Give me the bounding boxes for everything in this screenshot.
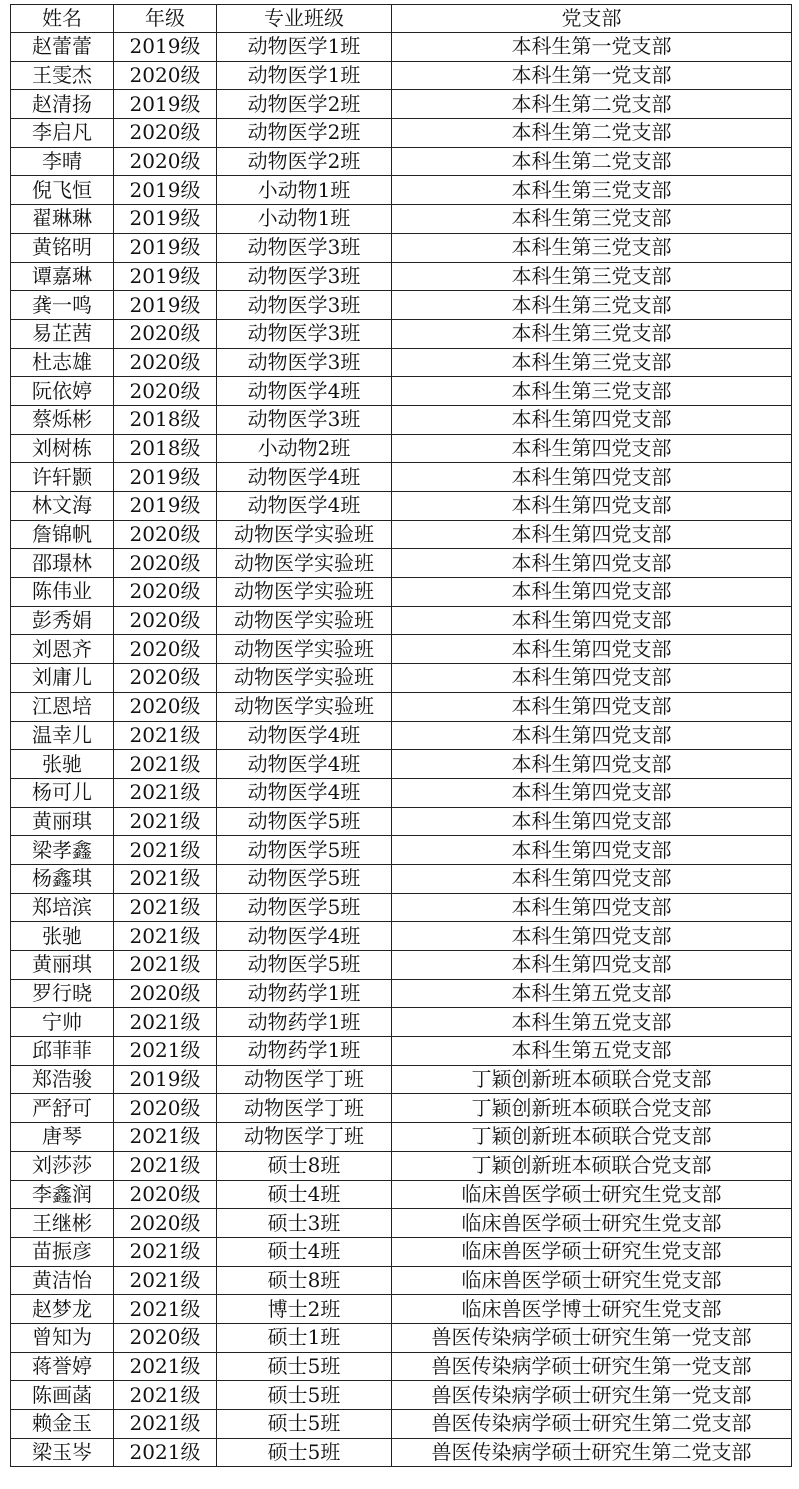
cell-name: 李鑫润 — [11, 1180, 114, 1209]
table-row — [11, 578, 792, 607]
table-row — [11, 836, 792, 865]
table-row — [11, 262, 792, 291]
header-branch: 党支部 — [392, 5, 792, 33]
cell-class: 硕士1班 — [217, 1323, 392, 1352]
cell-class: 硕士8班 — [217, 1266, 392, 1295]
table-row — [11, 119, 792, 148]
cell-grade: 2018级 — [114, 434, 217, 463]
cell-name: 黄洁怡 — [11, 1266, 114, 1295]
cell-class: 动物医学5班 — [217, 807, 392, 836]
cell-name: 刘恩齐 — [11, 635, 114, 664]
cell-grade: 2019级 — [114, 33, 217, 62]
cell-branch: 临床兽医学硕士研究生党支部 — [392, 1180, 792, 1209]
cell-class: 动物医学3班 — [217, 291, 392, 320]
table-row — [11, 1037, 792, 1066]
table-row — [11, 864, 792, 893]
cell-name: 陈伟业 — [11, 578, 114, 607]
cell-class: 博士2班 — [217, 1295, 392, 1324]
cell-class: 小动物2班 — [217, 434, 392, 463]
cell-name: 李启凡 — [11, 119, 114, 148]
cell-name: 温幸儿 — [11, 721, 114, 750]
cell-grade: 2019级 — [114, 262, 217, 291]
cell-name: 唐琴 — [11, 1123, 114, 1152]
cell-grade: 2019级 — [114, 205, 217, 234]
cell-grade: 2020级 — [114, 348, 217, 377]
cell-branch: 本科生第二党支部 — [392, 119, 792, 148]
cell-name: 罗行晓 — [11, 979, 114, 1008]
cell-class: 动物医学实验班 — [217, 606, 392, 635]
table-row — [11, 635, 792, 664]
cell-branch: 本科生第四党支部 — [392, 606, 792, 635]
cell-class: 硕士5班 — [217, 1410, 392, 1439]
cell-name: 蔡烁彬 — [11, 405, 114, 434]
cell-name: 黄铭明 — [11, 233, 114, 262]
cell-branch: 本科生第二党支部 — [392, 90, 792, 119]
header-row — [11, 5, 792, 33]
table-row — [11, 492, 792, 521]
cell-branch: 本科生第一党支部 — [392, 61, 792, 90]
cell-grade: 2021级 — [114, 1123, 217, 1152]
table-row — [11, 405, 792, 434]
cell-grade: 2020级 — [114, 1180, 217, 1209]
cell-class: 动物医学实验班 — [217, 549, 392, 578]
table-row — [11, 205, 792, 234]
cell-branch: 兽医传染病学硕士研究生第一党支部 — [392, 1352, 792, 1381]
table-row — [11, 922, 792, 951]
table-row — [11, 1352, 792, 1381]
cell-branch: 本科生第四党支部 — [392, 922, 792, 951]
cell-name: 邵璟林 — [11, 549, 114, 578]
table-row — [11, 549, 792, 578]
cell-class: 硕士4班 — [217, 1237, 392, 1266]
cell-name: 杨鑫琪 — [11, 864, 114, 893]
cell-grade: 2020级 — [114, 61, 217, 90]
cell-branch: 本科生第三党支部 — [392, 262, 792, 291]
cell-branch: 本科生第四党支部 — [392, 463, 792, 492]
cell-branch: 本科生第五党支部 — [392, 979, 792, 1008]
cell-grade: 2019级 — [114, 233, 217, 262]
cell-grade: 2020级 — [114, 377, 217, 406]
cell-grade: 2020级 — [114, 319, 217, 348]
cell-name: 梁孝鑫 — [11, 836, 114, 865]
cell-grade: 2019级 — [114, 291, 217, 320]
cell-branch: 本科生第三党支部 — [392, 348, 792, 377]
table-row — [11, 90, 792, 119]
cell-name: 刘庸儿 — [11, 664, 114, 693]
cell-name: 江恩培 — [11, 692, 114, 721]
cell-class: 动物医学2班 — [217, 90, 392, 119]
table-row — [11, 233, 792, 262]
cell-class: 动物医学1班 — [217, 61, 392, 90]
cell-name: 宁帅 — [11, 1008, 114, 1037]
table-row — [11, 1266, 792, 1295]
cell-branch: 兽医传染病学硕士研究生第二党支部 — [392, 1438, 792, 1467]
cell-branch: 本科生第四党支部 — [392, 549, 792, 578]
cell-grade: 2021级 — [114, 1438, 217, 1467]
cell-branch: 本科生第三党支部 — [392, 319, 792, 348]
table-row — [11, 893, 792, 922]
table-row — [11, 377, 792, 406]
cell-grade: 2021级 — [114, 1008, 217, 1037]
cell-grade: 2020级 — [114, 635, 217, 664]
cell-name: 翟琳琳 — [11, 205, 114, 234]
cell-name: 杜志雄 — [11, 348, 114, 377]
cell-class: 动物医学4班 — [217, 778, 392, 807]
table-row — [11, 664, 792, 693]
cell-branch: 丁颖创新班本硕联合党支部 — [392, 1065, 792, 1094]
cell-class: 小动物1班 — [217, 176, 392, 205]
cell-branch: 本科生第三党支部 — [392, 291, 792, 320]
cell-grade: 2021级 — [114, 1151, 217, 1180]
cell-branch: 临床兽医学硕士研究生党支部 — [392, 1237, 792, 1266]
cell-class: 硕士3班 — [217, 1209, 392, 1238]
cell-class: 动物医学实验班 — [217, 578, 392, 607]
cell-name: 易芷茜 — [11, 319, 114, 348]
table-header — [11, 5, 792, 33]
table-row — [11, 463, 792, 492]
header-grade: 年级 — [114, 5, 217, 33]
cell-class: 动物医学实验班 — [217, 692, 392, 721]
cell-name: 杨可儿 — [11, 778, 114, 807]
table-row — [11, 721, 792, 750]
cell-grade: 2021级 — [114, 1381, 217, 1410]
table-row — [11, 1438, 792, 1467]
table-row — [11, 1381, 792, 1410]
table-row — [11, 1094, 792, 1123]
cell-branch: 兽医传染病学硕士研究生第一党支部 — [392, 1323, 792, 1352]
cell-grade: 2020级 — [114, 147, 217, 176]
cell-grade: 2021级 — [114, 922, 217, 951]
cell-class: 动物医学2班 — [217, 147, 392, 176]
cell-grade: 2020级 — [114, 979, 217, 1008]
cell-branch: 本科生第四党支部 — [392, 951, 792, 980]
cell-grade: 2020级 — [114, 520, 217, 549]
cell-name: 赖金玉 — [11, 1410, 114, 1439]
cell-grade: 2021级 — [114, 951, 217, 980]
cell-branch: 本科生第四党支部 — [392, 664, 792, 693]
cell-name: 曾知为 — [11, 1323, 114, 1352]
table-row — [11, 778, 792, 807]
cell-grade: 2020级 — [114, 1323, 217, 1352]
cell-branch: 临床兽医学博士研究生党支部 — [392, 1295, 792, 1324]
cell-class: 动物医学3班 — [217, 262, 392, 291]
cell-name: 彭秀娟 — [11, 606, 114, 635]
cell-name: 赵清扬 — [11, 90, 114, 119]
table-row — [11, 692, 792, 721]
table-row — [11, 520, 792, 549]
cell-name: 赵梦龙 — [11, 1295, 114, 1324]
cell-class: 动物医学5班 — [217, 951, 392, 980]
cell-name: 刘莎莎 — [11, 1151, 114, 1180]
table-row — [11, 1237, 792, 1266]
cell-class: 动物医学4班 — [217, 492, 392, 521]
cell-branch: 丁颖创新班本硕联合党支部 — [392, 1123, 792, 1152]
table-row — [11, 434, 792, 463]
cell-grade: 2019级 — [114, 463, 217, 492]
cell-branch: 本科生第四党支部 — [392, 635, 792, 664]
cell-class: 小动物1班 — [217, 205, 392, 234]
cell-name: 谭嘉琳 — [11, 262, 114, 291]
cell-name: 黄丽琪 — [11, 951, 114, 980]
cell-name: 詹锦帆 — [11, 520, 114, 549]
cell-name: 赵蕾蕾 — [11, 33, 114, 62]
cell-branch: 本科生第四党支部 — [392, 721, 792, 750]
cell-branch: 本科生第四党支部 — [392, 405, 792, 434]
cell-name: 郑培滨 — [11, 893, 114, 922]
cell-grade: 2021级 — [114, 1037, 217, 1066]
cell-grade: 2018级 — [114, 405, 217, 434]
cell-branch: 本科生第四党支部 — [392, 578, 792, 607]
cell-class: 动物医学5班 — [217, 836, 392, 865]
cell-branch: 本科生第四党支部 — [392, 864, 792, 893]
header-name: 姓名 — [11, 5, 114, 33]
table-row — [11, 1410, 792, 1439]
cell-name: 倪飞恒 — [11, 176, 114, 205]
table-row — [11, 807, 792, 836]
cell-branch: 本科生第四党支部 — [392, 692, 792, 721]
cell-branch: 本科生第三党支部 — [392, 176, 792, 205]
cell-name: 苗振彦 — [11, 1237, 114, 1266]
cell-class: 动物药学1班 — [217, 1037, 392, 1066]
cell-branch: 本科生第四党支部 — [392, 778, 792, 807]
cell-grade: 2021级 — [114, 1295, 217, 1324]
cell-grade: 2021级 — [114, 1410, 217, 1439]
cell-class: 动物医学丁班 — [217, 1065, 392, 1094]
cell-branch: 兽医传染病学硕士研究生第一党支部 — [392, 1381, 792, 1410]
cell-class: 动物医学3班 — [217, 233, 392, 262]
cell-class: 动物医学4班 — [217, 721, 392, 750]
cell-grade: 2021级 — [114, 1237, 217, 1266]
table-row — [11, 291, 792, 320]
table-row — [11, 1123, 792, 1152]
cell-grade: 2020级 — [114, 578, 217, 607]
header-class: 专业班级 — [217, 5, 392, 33]
cell-name: 梁玉岑 — [11, 1438, 114, 1467]
table-row — [11, 1008, 792, 1037]
cell-branch: 本科生第四党支部 — [392, 434, 792, 463]
table-row — [11, 1323, 792, 1352]
cell-branch: 临床兽医学硕士研究生党支部 — [392, 1209, 792, 1238]
cell-name: 李晴 — [11, 147, 114, 176]
cell-name: 陈画菡 — [11, 1381, 114, 1410]
cell-class: 动物医学实验班 — [217, 520, 392, 549]
cell-class: 硕士5班 — [217, 1352, 392, 1381]
cell-grade: 2021级 — [114, 1266, 217, 1295]
cell-branch: 丁颖创新班本硕联合党支部 — [392, 1151, 792, 1180]
cell-branch: 本科生第三党支部 — [392, 205, 792, 234]
table-row — [11, 61, 792, 90]
cell-grade: 2021级 — [114, 1352, 217, 1381]
cell-branch: 本科生第四党支部 — [392, 520, 792, 549]
cell-grade: 2019级 — [114, 1065, 217, 1094]
table-row — [11, 348, 792, 377]
table-row — [11, 1151, 792, 1180]
cell-class: 动物医学3班 — [217, 348, 392, 377]
table-row — [11, 1295, 792, 1324]
cell-name: 龚一鸣 — [11, 291, 114, 320]
cell-class: 动物医学丁班 — [217, 1123, 392, 1152]
table-body — [11, 33, 792, 1467]
cell-name: 王继彬 — [11, 1209, 114, 1238]
cell-class: 动物药学1班 — [217, 1008, 392, 1037]
cell-branch: 本科生第一党支部 — [392, 33, 792, 62]
cell-grade: 2021级 — [114, 893, 217, 922]
cell-name: 蒋誉婷 — [11, 1352, 114, 1381]
cell-class: 动物医学4班 — [217, 377, 392, 406]
cell-class: 硕士8班 — [217, 1151, 392, 1180]
cell-name: 黄丽琪 — [11, 807, 114, 836]
cell-class: 动物医学4班 — [217, 463, 392, 492]
cell-class: 动物医学3班 — [217, 405, 392, 434]
table-row — [11, 606, 792, 635]
cell-grade: 2021级 — [114, 750, 217, 779]
cell-class: 动物药学1班 — [217, 979, 392, 1008]
table-row — [11, 1180, 792, 1209]
cell-name: 张驰 — [11, 750, 114, 779]
table-row — [11, 1209, 792, 1238]
cell-class: 动物医学5班 — [217, 864, 392, 893]
cell-class: 硕士4班 — [217, 1180, 392, 1209]
cell-grade: 2021级 — [114, 836, 217, 865]
cell-branch: 临床兽医学硕士研究生党支部 — [392, 1266, 792, 1295]
table-row — [11, 951, 792, 980]
member-roster-table — [10, 4, 792, 1467]
cell-grade: 2020级 — [114, 664, 217, 693]
cell-branch: 本科生第四党支部 — [392, 836, 792, 865]
cell-branch: 本科生第五党支部 — [392, 1037, 792, 1066]
cell-class: 动物医学实验班 — [217, 635, 392, 664]
cell-name: 郑浩骏 — [11, 1065, 114, 1094]
cell-name: 严舒可 — [11, 1094, 114, 1123]
cell-class: 硕士5班 — [217, 1381, 392, 1410]
cell-name: 刘树栋 — [11, 434, 114, 463]
cell-name: 林文海 — [11, 492, 114, 521]
cell-name: 张驰 — [11, 922, 114, 951]
table-row — [11, 319, 792, 348]
cell-branch: 丁颖创新班本硕联合党支部 — [392, 1094, 792, 1123]
table-row — [11, 750, 792, 779]
cell-grade: 2019级 — [114, 492, 217, 521]
cell-class: 动物医学4班 — [217, 750, 392, 779]
cell-grade: 2019级 — [114, 90, 217, 119]
cell-grade: 2020级 — [114, 549, 217, 578]
cell-branch: 本科生第四党支部 — [392, 492, 792, 521]
cell-class: 动物医学丁班 — [217, 1094, 392, 1123]
cell-branch: 本科生第四党支部 — [392, 807, 792, 836]
table-row — [11, 33, 792, 62]
cell-grade: 2020级 — [114, 1209, 217, 1238]
cell-branch: 本科生第三党支部 — [392, 377, 792, 406]
cell-grade: 2020级 — [114, 1094, 217, 1123]
cell-branch: 本科生第三党支部 — [392, 233, 792, 262]
cell-class: 动物医学5班 — [217, 893, 392, 922]
table-row — [11, 147, 792, 176]
cell-class: 动物医学实验班 — [217, 664, 392, 693]
table-row — [11, 1065, 792, 1094]
cell-branch: 本科生第五党支部 — [392, 1008, 792, 1037]
cell-class: 动物医学2班 — [217, 119, 392, 148]
cell-name: 王雯杰 — [11, 61, 114, 90]
cell-grade: 2021级 — [114, 721, 217, 750]
cell-grade: 2021级 — [114, 864, 217, 893]
cell-branch: 兽医传染病学硕士研究生第二党支部 — [392, 1410, 792, 1439]
cell-grade: 2020级 — [114, 119, 217, 148]
cell-class: 硕士5班 — [217, 1438, 392, 1467]
cell-name: 阮依婷 — [11, 377, 114, 406]
cell-name: 邱菲菲 — [11, 1037, 114, 1066]
cell-branch: 本科生第二党支部 — [392, 147, 792, 176]
cell-branch: 本科生第四党支部 — [392, 893, 792, 922]
cell-name: 许轩颢 — [11, 463, 114, 492]
cell-branch: 本科生第四党支部 — [392, 750, 792, 779]
cell-grade: 2020级 — [114, 606, 217, 635]
cell-grade: 2021级 — [114, 807, 217, 836]
cell-grade: 2020级 — [114, 692, 217, 721]
cell-class: 动物医学4班 — [217, 922, 392, 951]
cell-grade: 2021级 — [114, 778, 217, 807]
table-row — [11, 979, 792, 1008]
cell-grade: 2019级 — [114, 176, 217, 205]
cell-class: 动物医学1班 — [217, 33, 392, 62]
cell-class: 动物医学3班 — [217, 319, 392, 348]
table-row — [11, 176, 792, 205]
